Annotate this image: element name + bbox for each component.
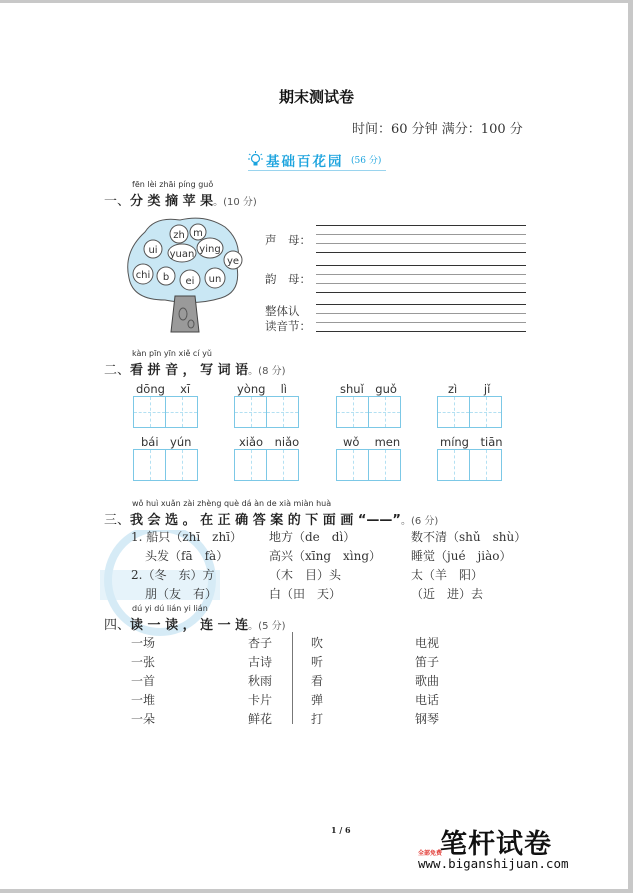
- q3-score: (6 分): [410, 516, 439, 527]
- q2-number: 二、: [104, 363, 131, 378]
- q4-col1-item-2[interactable]: 一张: [131, 655, 156, 669]
- q2-word-7-pinyin: wǒ men: [343, 435, 401, 449]
- svg-text:m: m: [193, 228, 203, 239]
- q2-word-5-pinyin: bái yún: [141, 435, 192, 449]
- q3-item-11[interactable]: 白（田 天）: [269, 587, 342, 601]
- q4-col1-item-1[interactable]: 一场: [131, 636, 156, 650]
- q4-col4-item-5[interactable]: 钢琴: [415, 712, 440, 726]
- brand-tag: 全部免费: [418, 850, 443, 857]
- q2-title: 看 拼 音 ， 写 词 语: [130, 363, 249, 378]
- q3-item-2[interactable]: 地方（de dì）: [269, 530, 356, 544]
- page-number: 1 / 6: [331, 825, 351, 835]
- q3-item-3[interactable]: 数不清（shǔ shù）: [411, 530, 527, 544]
- q3-item-6[interactable]: 睡觉（jué jiào）: [411, 549, 512, 563]
- apple-b: [157, 267, 175, 285]
- apple-ui: [144, 240, 162, 258]
- q3-item-12[interactable]: （近 进）去: [411, 587, 484, 601]
- q2-word-3-grid[interactable]: [336, 396, 401, 428]
- brand-url[interactable]: www.biganshijuan.com: [418, 856, 569, 871]
- q2-word-7-grid[interactable]: [336, 449, 401, 481]
- q2-word-4-pinyin: zì jǐ: [448, 382, 491, 396]
- page-title: 期末测试卷: [278, 88, 354, 106]
- svg-text:ui: ui: [148, 245, 158, 256]
- q2-word-3-pinyin: shuǐ guǒ: [340, 382, 397, 396]
- apple-ye: [224, 251, 242, 269]
- q4-col2-item-1[interactable]: 杏子: [248, 636, 273, 650]
- q4-col4-item-2[interactable]: 笛子: [415, 655, 440, 669]
- q3-pinyin: wǒ huì xuǎn zài zhèng què dá àn de xià miàn huà: [132, 499, 332, 508]
- q2-word-2-pinyin: yòng lì: [237, 382, 287, 396]
- q2-word-8-grid[interactable]: [437, 449, 502, 481]
- q3-item-10[interactable]: 朋（友 有）: [145, 587, 218, 601]
- apple-yuan: [168, 244, 196, 262]
- q1-score: (10 分): [223, 197, 257, 208]
- section-banner-score: (56 分): [351, 156, 382, 166]
- apple-tree-illustration: [125, 212, 243, 338]
- q2-word-5-grid[interactable]: [133, 449, 198, 481]
- q4-column-divider: [292, 632, 293, 724]
- q1-number: 一、: [104, 194, 131, 209]
- q4-col3-item-5[interactable]: 打: [311, 712, 324, 726]
- q4-col4-item-4[interactable]: 电话: [415, 693, 440, 707]
- q3-item-9[interactable]: 太（羊 阳）: [411, 568, 484, 582]
- q4-col3-item-4[interactable]: 弹: [311, 693, 324, 707]
- q3-item-1[interactable]: 1. 船只（zhī zhī）: [131, 530, 243, 544]
- q4-title: 读 一 读 ， 连 一 连: [130, 618, 249, 633]
- q2-word-8-pinyin: míng tiān: [440, 435, 503, 449]
- q4-col2-item-2[interactable]: 古诗: [248, 655, 273, 669]
- label-yunmu: 韵 母：: [265, 272, 311, 286]
- q4-col1-item-4[interactable]: 一堆: [131, 693, 156, 707]
- q1-pinyin: fēn lèi zhāi píng guǒ: [132, 180, 214, 189]
- q3-heading: [104, 509, 438, 528]
- apple-m: [190, 224, 206, 240]
- q4-col3-item-1[interactable]: 吹: [311, 636, 324, 650]
- q2-word-1-grid[interactable]: [133, 396, 198, 428]
- q4-col2-item-4[interactable]: 卡片: [248, 693, 273, 707]
- q4-col1-item-5[interactable]: 一朵: [131, 712, 156, 726]
- q2-score: (8 分): [258, 366, 286, 377]
- apple-ying: [197, 238, 223, 258]
- exam-time-score: 时间：60 分钟 满分：100 分: [352, 122, 523, 137]
- lightbulb-icon: [248, 151, 263, 169]
- exam-page: [0, 3, 628, 889]
- svg-text:ying: ying: [199, 244, 221, 255]
- q3-title: 我 会 选 。 在 正 确 答 案 的 下 面 画 “——”: [130, 513, 401, 528]
- svg-text:b: b: [162, 272, 170, 283]
- label-zhengti-2: 读音节：: [265, 319, 311, 333]
- q2-word-4-grid[interactable]: [437, 396, 502, 428]
- label-zhengti-1: 整体认: [265, 304, 300, 318]
- q4-punct: 。: [248, 621, 259, 632]
- q3-item-4[interactable]: 头发（fā fà）: [145, 549, 229, 563]
- q4-col4-item-1[interactable]: 电视: [415, 636, 440, 650]
- q3-number: 三、: [104, 513, 131, 528]
- q3-item-8[interactable]: （木 目）头: [269, 568, 342, 582]
- svg-text:yuan: yuan: [169, 249, 195, 260]
- q4-col2-item-5[interactable]: 鲜花: [248, 712, 273, 726]
- q2-word-6-pinyin: xiǎo niǎo: [239, 435, 300, 449]
- q3-punct: 。: [400, 516, 411, 527]
- q2-word-1-pinyin: dōng xī: [136, 382, 191, 396]
- apple-zh: [170, 225, 188, 243]
- q3-item-5[interactable]: 高兴（xīng xìng）: [269, 549, 382, 563]
- svg-text:ei: ei: [185, 276, 195, 287]
- q2-word-2-grid[interactable]: [234, 396, 299, 428]
- q4-pinyin: dú yi dú lián yi lián: [132, 604, 208, 613]
- svg-text:chi: chi: [135, 270, 151, 281]
- q1-punct: 。: [213, 197, 224, 208]
- section-banner: [248, 150, 386, 171]
- apple-ei: [180, 270, 200, 290]
- svg-text:un: un: [208, 274, 222, 285]
- section-banner-label: 基础百花园: [266, 154, 344, 170]
- q2-heading: [104, 359, 286, 378]
- q4-col3-item-2[interactable]: 听: [311, 655, 324, 669]
- q4-col3-item-3[interactable]: 看: [311, 674, 324, 688]
- apple-chi: [133, 264, 153, 284]
- q1-heading: [104, 190, 257, 209]
- q4-col4-item-3[interactable]: 歌曲: [415, 674, 440, 688]
- q3-item-7[interactable]: 2.（冬 东）方: [131, 568, 215, 582]
- q1-title: 分 类 摘 苹 果: [130, 194, 214, 209]
- q4-heading: [104, 614, 286, 633]
- apple-un: [205, 268, 225, 288]
- brand-logo-text: 笔杆试卷: [440, 829, 552, 860]
- q2-punct: 。: [248, 366, 259, 377]
- q4-number: 四、: [104, 618, 131, 633]
- q4-col1-item-3[interactable]: 一首: [131, 674, 156, 688]
- q2-pinyin: kàn pīn yīn xiě cí yǔ: [132, 349, 212, 358]
- q2-word-6-grid[interactable]: [234, 449, 299, 481]
- svg-text:ye: ye: [226, 256, 240, 267]
- q4-col2-item-3[interactable]: 秋雨: [248, 674, 273, 688]
- svg-text:zh: zh: [173, 230, 185, 241]
- q4-score: (5 分): [258, 621, 286, 632]
- label-shengmu: 声 母：: [265, 233, 311, 247]
